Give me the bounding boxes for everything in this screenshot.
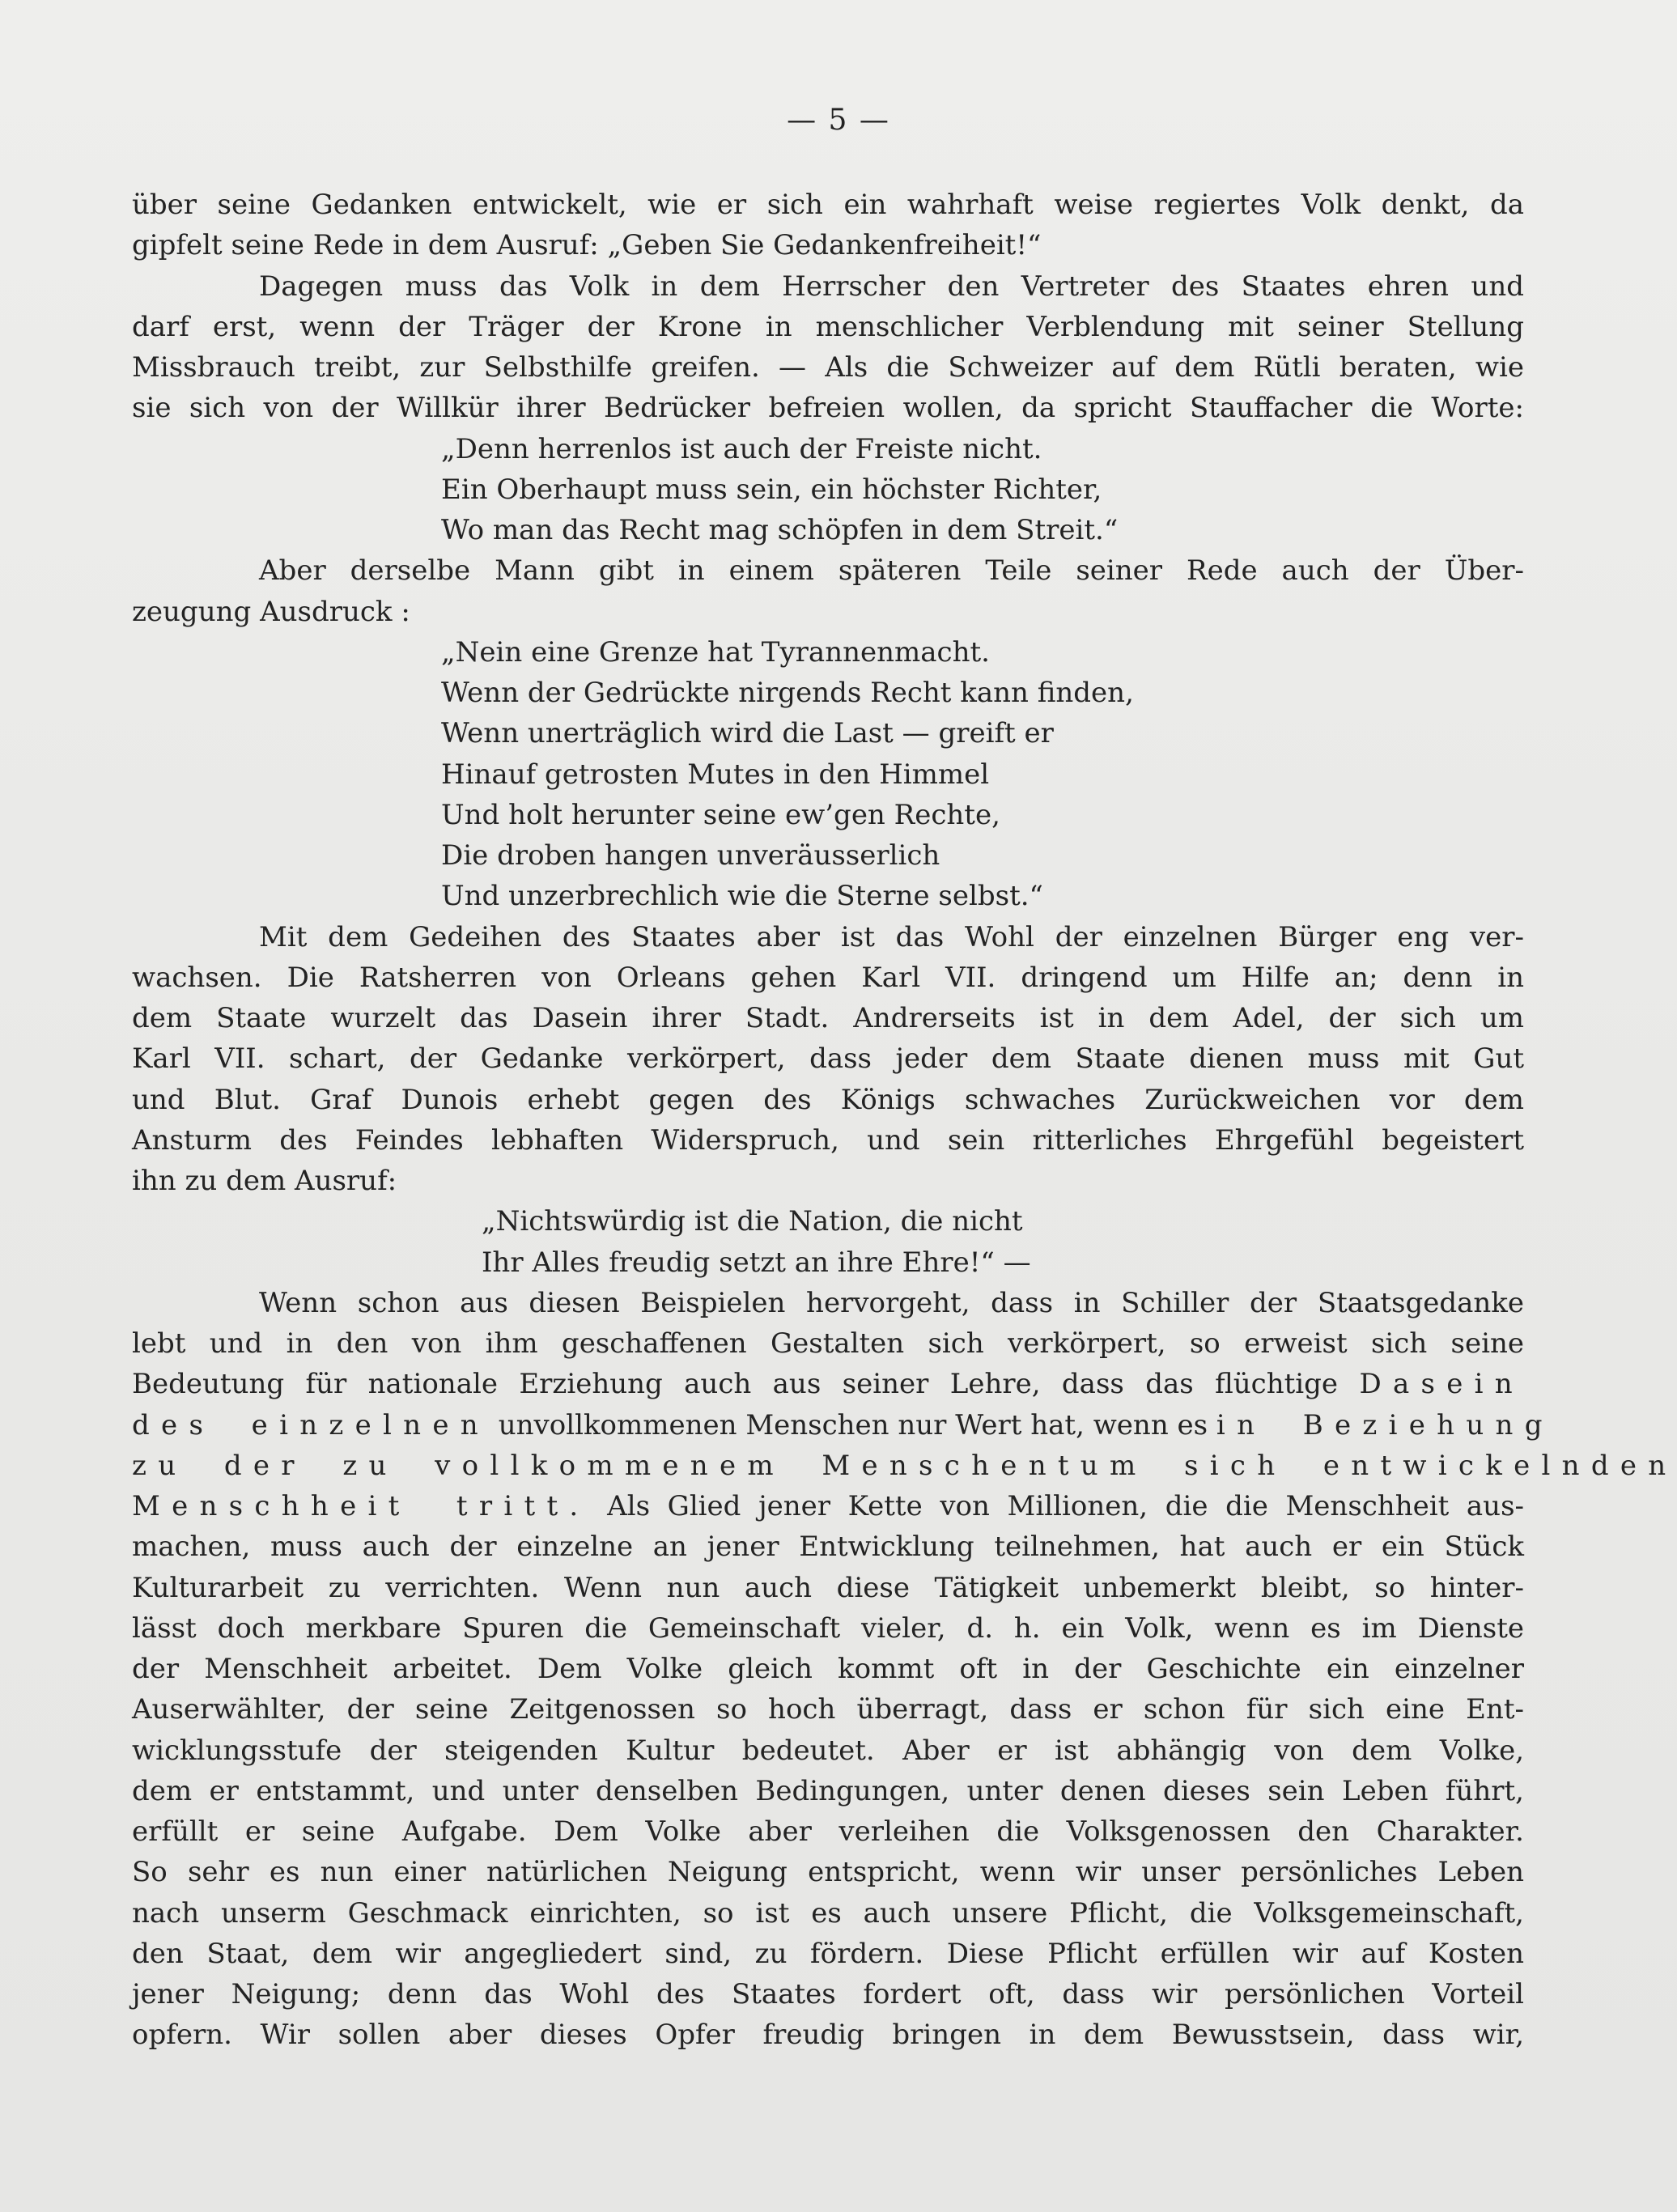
verse-line: Hinauf getrosten Mutes in den Himmel: [441, 758, 990, 791]
verse-line: Ihr Alles freudig setzt an ihre Ehre!“ —: [482, 1246, 1031, 1279]
text-line: wicklungsstufe der steigenden Kultur bedeutet. Aber er ist abhängig von dem Volke,: [132, 1734, 1524, 1767]
text-line: sie sich von der Willkür ihrer Bedrücker befreien wollen, da spricht Stauffacher die Worte:: [132, 392, 1524, 425]
text-line: [132, 1486, 1524, 1526]
text-line: dem er entstammt, und unter denselben Bedingungen, unter denen dieses sein Leben führt,: [132, 1774, 1524, 1807]
text-line: ihn zu dem Ausruf:: [132, 1165, 397, 1197]
text-line: Auserwählter, der seine Zeitgenossen so hoch überragt, dass er schon für sich eine Ent-: [132, 1693, 1524, 1726]
text-line: gipfelt seine Rede in dem Ausruf: „Geben Sie Gedankenfreiheit!“: [132, 229, 1042, 262]
text-line: Mit dem Gedeihen des Staates aber ist das Wohl der einzelnen Bürger eng ver-: [259, 920, 1524, 953]
page-number: — 5 —: [787, 104, 890, 137]
text-line: lässt doch merkbare Spuren die Gemeinschaft vieler, d. h. ein Volk, wenn es im Dienste: [132, 1611, 1524, 1645]
text-line: zeugung Ausdruck :: [132, 595, 410, 628]
text-line: erfüllt er seine Aufgabe. Dem Volke aber verleihen die Volksgenossen den Charakter.: [132, 1815, 1524, 1848]
text-line: [132, 1405, 1554, 1446]
verse-line: Wo man das Recht mag schöpfen in dem Streit.“: [441, 514, 1119, 546]
text-line: machen, muss auch der einzelne an jener Entwicklung teilnehmen, hat auch er ein Stück: [132, 1531, 1524, 1564]
verse-line: „Nichtswürdig ist die Nation, die nicht: [482, 1205, 1023, 1238]
text-line: über seine Gedanken entwickelt, wie er sich ein wahrhaft weise regiertes Volk denkt, da: [132, 189, 1524, 221]
verse-line: „Nein eine Grenze hat Tyrannenmacht.: [441, 635, 990, 669]
verse-line: „Denn herrenlos ist auch der Freiste nicht.: [441, 432, 1042, 465]
text-line: darf erst, wenn der Träger der Krone in menschlicher Verblendung mit seiner Stellung: [132, 310, 1524, 343]
text-line: Ansturm des Feindes lebhaften Widerspruch, und sein ritterliches Ehrgefühl begeistert: [132, 1123, 1524, 1157]
text-line: Karl VII. schart, der Gedanke verkörpert, dass jeder dem Staate dienen muss mit Gut: [132, 1042, 1524, 1076]
text-line: Missbrauch treibt, zur Selbsthilfe greifen. — Als die Schweizer auf dem Rütli beraten, wie: [132, 351, 1524, 384]
spaced-emphasis: Dasein: [1359, 1368, 1524, 1401]
text-line: Wenn schon aus diesen Beispielen hervorgeht, dass in Schiller der Staatsgedanke: [259, 1286, 1524, 1319]
verse-line: Und unzerbrechlich wie die Sterne selbst.“: [441, 880, 1043, 913]
text-line: den Staat, dem wir angegliedert sind, zu fördern. Diese Pflicht erfüllen wir auf Kosten: [132, 1937, 1524, 1970]
text-line: So sehr es nun einer natürlichen Neigung entspricht, wenn wir unser persönliches Leben: [132, 1856, 1524, 1889]
text-line: der Menschheit arbeitet. Dem Volke gleich kommt oft in der Geschichte ein einzelner: [132, 1653, 1524, 1685]
verse-line: Wenn unerträglich wird die Last — greift er: [441, 717, 1054, 750]
text-span: Bedeutung für nationale Erziehung auch aus seiner Lehre, dass das flüchtige: [132, 1368, 1339, 1401]
text-span: unvollkommenen Menschen nur Wert hat, wenn es: [498, 1408, 1208, 1441]
verse-line: Die droben hangen unveräusserlich: [441, 839, 940, 872]
spaced-emphasis: Menschheit tritt.: [132, 1490, 590, 1522]
text-line: und Blut. Graf Dunois erhebt gegen des Königs schwaches Zurückweichen vor dem: [132, 1083, 1524, 1116]
verse-line: Und holt herunter seine ew’gen Rechte,: [441, 798, 1000, 831]
text-line: opfern. Wir sollen aber dieses Opfer freudig bringen in dem Bewusstsein, dass wir,: [132, 2019, 1524, 2052]
spaced-emphasis: des einzelnen: [132, 1408, 490, 1441]
text-line: lebt und in den von ihm geschaffenen Gestalten sich verkörpert, so erweist sich seine: [132, 1327, 1524, 1360]
text-line: Dagegen muss das Volk in dem Herrscher den Vertreter des Staates ehren und: [259, 270, 1524, 303]
body-text: [132, 185, 1677, 2056]
text-line: dem Staate wurzelt das Dasein ihrer Stadt. Andrerseits ist in dem Adel, der sich um: [132, 1002, 1524, 1034]
text-line: nach unserm Geschmack einrichten, so ist es auch unsere Pflicht, die Volksgemeinschaft,: [132, 1896, 1524, 1930]
text-line: wachsen. Die Ratsherren von Orleans gehen Karl VII. dringend um Hilfe an; denn in: [132, 961, 1524, 994]
spaced-emphasis: in Beziehung: [1216, 1408, 1554, 1441]
verse-line: Ein Oberhaupt muss sein, ein höchster Richter,: [441, 473, 1102, 506]
text-line: Aber derselbe Mann gibt in einem späteren Teile seiner Rede auch der Über-: [259, 554, 1524, 588]
text-line: jener Neigung; denn das Wohl des Staates fordert oft, dass wir persönlichen Vorteil: [132, 1978, 1524, 2010]
text-span: Als Glied jener Kette von Millionen, die die Menschheit aus-: [607, 1490, 1524, 1522]
text-line: Kulturarbeit zu verrichten. Wenn nun auch diese Tätigkeit unbemerkt bleibt, so hinter-: [132, 1571, 1524, 1604]
spaced-emphasis-line: zu der zu vollkommenem Menschentum sich entwickelnden: [132, 1449, 1677, 1482]
text-line: [132, 1364, 1524, 1404]
verse-line: Wenn der Gedrückte nirgends Recht kann finden,: [441, 677, 1134, 709]
